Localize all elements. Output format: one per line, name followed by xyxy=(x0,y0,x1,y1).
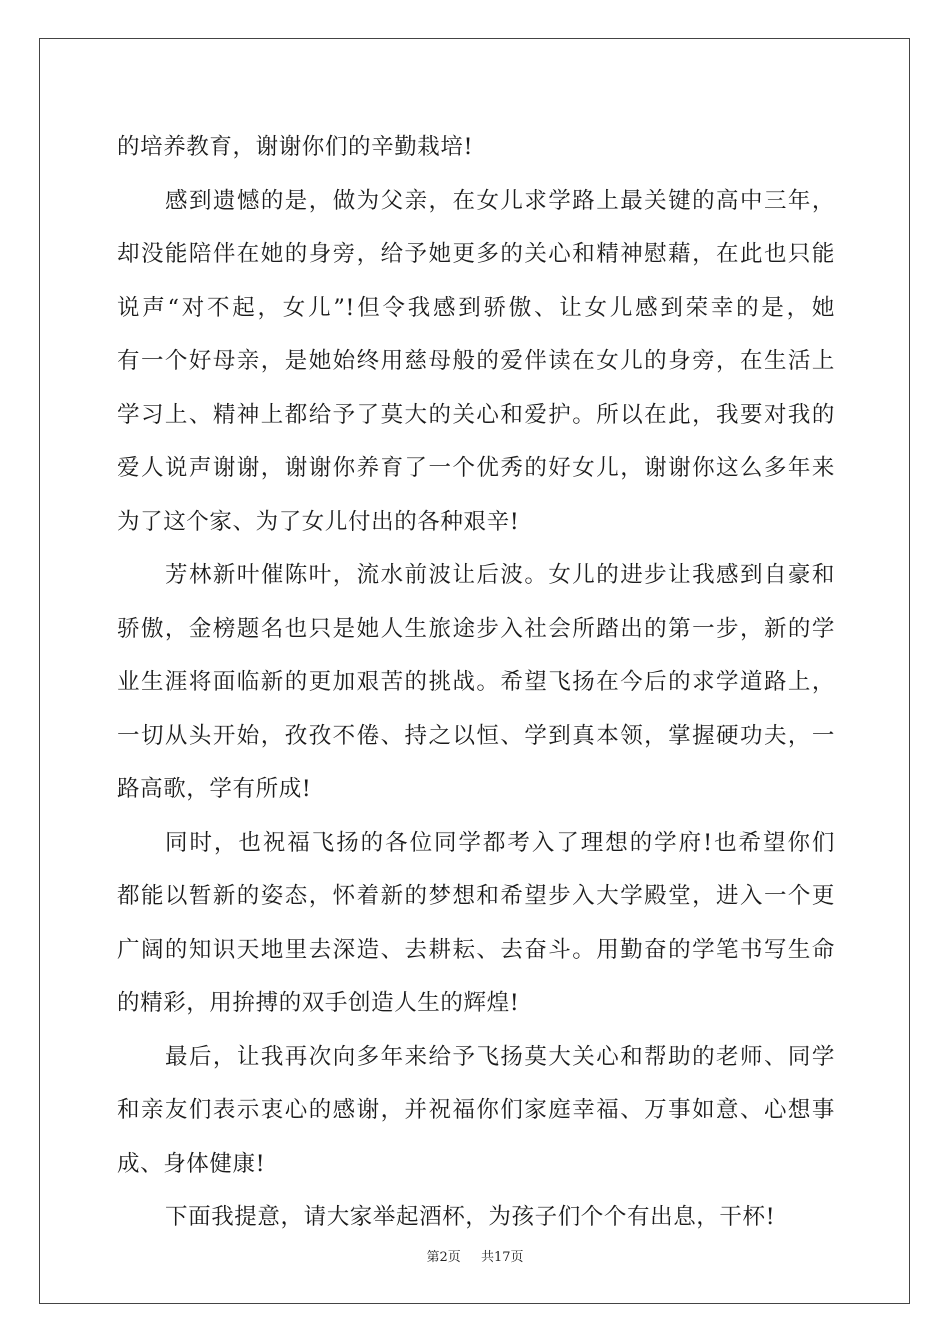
text-line-11: 业生涯将面临新的更加艰苦的挑战。希望飞扬在今后的求学道路上， xyxy=(117,669,835,695)
page-number-current: 第2页 xyxy=(426,1250,461,1265)
text-line-10: 骄傲，金榜题名也只是她人生旅途步入社会所踏出的第一步，新的学 xyxy=(117,615,835,642)
text-line-16: 广阔的知识天地里去深造、去耕耘、去奋斗。用勤奋的学笔书写生命 xyxy=(117,936,835,963)
text-line-9: 芳林新叶催陈叶，流水前波让后波。女儿的进步让我感到自豪和 xyxy=(165,562,835,588)
text-line-4: 说声“对不起，女儿”!但令我感到骄傲、让女儿感到荣幸的是，她 xyxy=(117,294,835,321)
text-line-3: 却没能陪伴在她的身旁，给予她更多的关心和精神慰藉，在此也只能 xyxy=(117,241,835,267)
text-line-5: 有一个好母亲，是她始终用慈母般的爱伴读在女儿的身旁，在生活上 xyxy=(117,348,835,374)
text-line-13: 路高歌，学有所成! xyxy=(117,776,312,802)
text-line-2: 感到遗憾的是，做为父亲，在女儿求学路上最关键的高中三年， xyxy=(165,187,835,214)
text-line-7: 爱人说声谢谢，谢谢你养育了一个优秀的好女儿，谢谢你这么多年来 xyxy=(117,455,835,481)
page-number-total: 共17页 xyxy=(480,1250,524,1265)
text-line-1: 的培养教育，谢谢你们的辛勤栽培! xyxy=(117,134,474,160)
text-line-12: 一切从头开始，孜孜不倦、持之以恒、学到真本领，掌握硬功夫，一 xyxy=(117,722,835,749)
text-line-17: 的精彩，用拚搏的双手创造人生的辉煌! xyxy=(117,990,520,1016)
text-line-20: 成、身体健康! xyxy=(117,1150,266,1177)
text-line-8: 为了这个家、为了女儿付出的各种艰辛! xyxy=(117,508,520,535)
text-line-18: 最后，让我再次向多年来给予飞扬莫大关心和帮助的老师、同学 xyxy=(165,1043,835,1070)
text-line-21: 下面我提意，请大家举起酒杯，为孩子们个个有出息，干杯! xyxy=(165,1204,776,1230)
text-line-19: 和亲友们表示衷心的感谢，并祝福你们家庭幸福、万事如意、心想事 xyxy=(117,1097,835,1123)
text-line-15: 都能以暂新的姿态，怀着新的梦想和希望步入大学殿堂，进入一个更 xyxy=(117,883,835,909)
document-body xyxy=(117,124,835,1248)
page-footer xyxy=(0,1246,950,1265)
text-line-14: 同时，也祝福飞扬的各位同学都考入了理想的学府!也希望你们 xyxy=(165,829,835,856)
text-line-6: 学习上、精神上都给予了莫大的关心和爱护。所以在此，我要对我的 xyxy=(117,401,835,428)
